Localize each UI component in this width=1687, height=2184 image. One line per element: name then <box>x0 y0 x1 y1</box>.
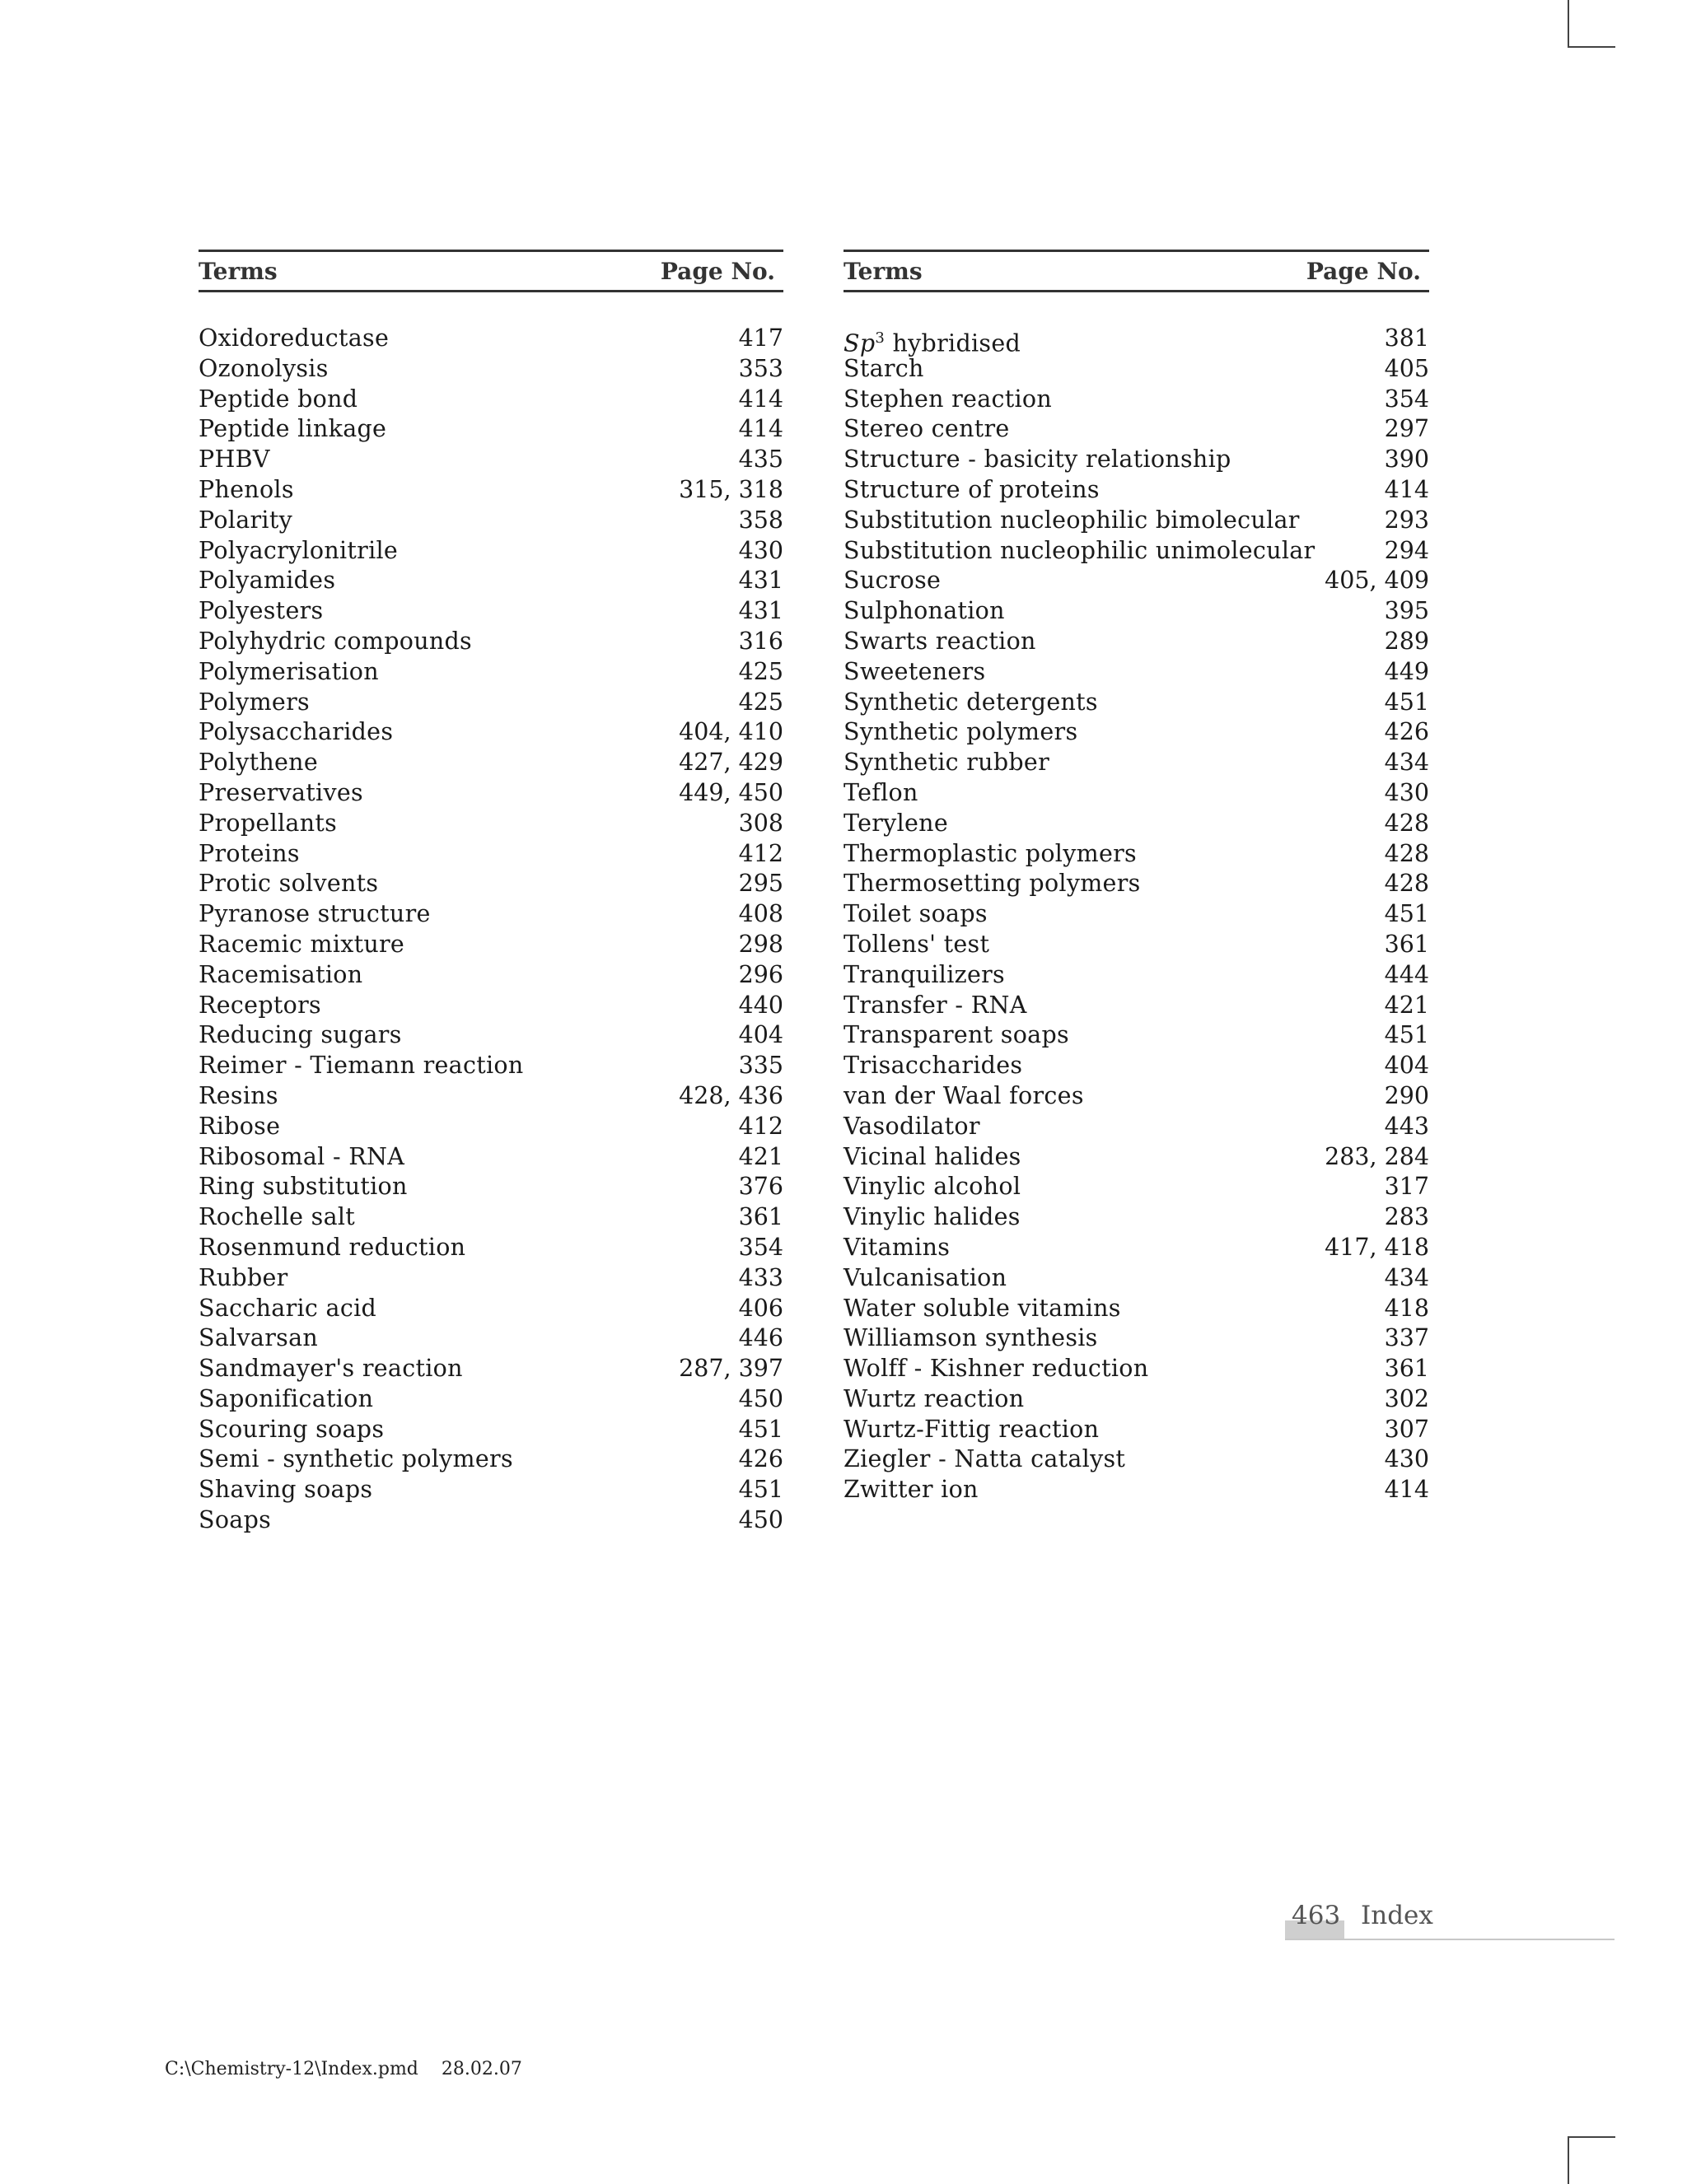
index-pages: 353 <box>738 354 783 382</box>
index-row <box>199 506 783 536</box>
index-row <box>199 1384 783 1415</box>
index-term: Racemic mixture <box>199 930 405 958</box>
index-term: Soaps <box>199 1506 272 1534</box>
crop-mark-bottom <box>1568 2136 1615 2184</box>
index-rows <box>199 324 783 1536</box>
index-term: Vinylic alcohol <box>844 1173 1021 1201</box>
index-row <box>199 1112 783 1142</box>
index-pages: 290 <box>1384 1081 1429 1109</box>
index-pages: 390 <box>1384 446 1429 474</box>
index-term: Tollens' test <box>844 930 990 958</box>
header-terms: Terms <box>199 257 278 285</box>
index-term: Polyesters <box>199 597 324 625</box>
index-term: Sweeteners <box>844 657 986 685</box>
index-row <box>199 414 783 445</box>
index-row <box>844 1172 1429 1202</box>
index-row <box>844 869 1429 899</box>
index-row <box>199 717 783 748</box>
page-footer <box>1285 1901 1615 1940</box>
index-pages: 435 <box>738 446 783 474</box>
index-pages: 414 <box>1384 475 1429 503</box>
index-pages: 425 <box>738 657 783 685</box>
index-row <box>844 778 1429 809</box>
index-pages: 425 <box>738 688 783 716</box>
index-term: Polarity <box>199 506 292 534</box>
index-term: Vicinal halides <box>844 1142 1021 1170</box>
index-term: Resins <box>199 1081 278 1109</box>
index-term: Ribose <box>199 1112 281 1140</box>
term-suffix: hybridised <box>885 329 1021 357</box>
index-row <box>844 657 1429 688</box>
index-row <box>844 748 1429 778</box>
index-term: Toilet soaps <box>844 900 988 928</box>
index-term: Protic solvents <box>199 870 379 898</box>
index-term: Substitution nucleophilic unimolecular <box>844 536 1315 564</box>
index-pages: 405 <box>1384 354 1429 382</box>
index-pages: 307 <box>1384 1415 1429 1443</box>
index-row <box>199 1415 783 1445</box>
index-term: van der Waal forces <box>844 1081 1084 1109</box>
index-row <box>844 1081 1429 1112</box>
index-term: Thermoplastic polymers <box>844 839 1137 867</box>
index-pages: 414 <box>738 415 783 443</box>
index-row <box>199 960 783 991</box>
index-term: Rosenmund reduction <box>199 1233 466 1261</box>
index-term: Vitamins <box>844 1233 951 1261</box>
index-pages: 406 <box>738 1294 783 1322</box>
header-terms: Terms <box>844 257 923 285</box>
index-pages: 433 <box>738 1263 783 1291</box>
index-term: Sucrose <box>844 567 942 595</box>
index-pages: 426 <box>738 1445 783 1473</box>
index-pages: 337 <box>1384 1324 1429 1352</box>
index-row <box>199 839 783 870</box>
index-pages: 296 <box>738 960 783 988</box>
index-pages: 451 <box>738 1415 783 1443</box>
index-row <box>199 475 783 506</box>
index-row <box>199 899 783 930</box>
crop-mark-top <box>1568 0 1615 48</box>
index-pages: 421 <box>1384 991 1429 1019</box>
index-pages: 354 <box>1384 385 1429 413</box>
index-pages: 428 <box>1384 809 1429 837</box>
index-row <box>844 566 1429 596</box>
index-term: Vinylic halides <box>844 1203 1021 1231</box>
index-row <box>844 809 1429 839</box>
index-term: Reducing sugars <box>199 1021 402 1049</box>
index-row <box>199 1323 783 1354</box>
index-row <box>844 839 1429 870</box>
index-row <box>199 778 783 809</box>
index-term: Tranquilizers <box>844 960 1005 988</box>
index-row <box>844 1475 1429 1505</box>
index-pages: 451 <box>1384 1021 1429 1049</box>
index-pages: 414 <box>1384 1476 1429 1504</box>
index-row <box>199 596 783 627</box>
index-row <box>844 445 1429 475</box>
index-pages: 358 <box>738 506 783 534</box>
index-row <box>199 1444 783 1475</box>
index-pages: 316 <box>738 627 783 655</box>
index-pages: 426 <box>1384 718 1429 746</box>
index-pages: 361 <box>1384 930 1429 958</box>
index-pages: 354 <box>738 1233 783 1261</box>
index-term: Reimer - Tiemann reaction <box>199 1052 524 1080</box>
index-row <box>844 1142 1429 1173</box>
index-pages: 405, 409 <box>1325 567 1429 595</box>
table-header <box>844 250 1429 292</box>
index-pages: 293 <box>1384 506 1429 534</box>
index-term: Peptide linkage <box>199 415 387 443</box>
index-row <box>199 324 783 354</box>
index-row <box>844 1294 1429 1324</box>
index-row <box>199 1294 783 1324</box>
index-row <box>844 385 1429 415</box>
index-term: Phenols <box>199 475 294 503</box>
index-term: Polysaccharides <box>199 718 394 746</box>
index-row <box>199 445 783 475</box>
index-term: Scouring soaps <box>199 1415 385 1443</box>
index-row <box>199 991 783 1021</box>
index-row <box>844 688 1429 718</box>
index-term: Polyamides <box>199 567 336 595</box>
index-pages: 302 <box>1384 1384 1429 1412</box>
index-pages: 430 <box>738 536 783 564</box>
index-row <box>844 414 1429 445</box>
index-pages: 450 <box>738 1506 783 1534</box>
index-pages: 361 <box>1384 1355 1429 1383</box>
index-row <box>844 991 1429 1021</box>
index-pages: 412 <box>738 1112 783 1140</box>
index-pages: 395 <box>1384 597 1429 625</box>
index-term: Rubber <box>199 1263 288 1291</box>
index-term: Synthetic polymers <box>844 718 1078 746</box>
index-row <box>844 324 1429 357</box>
index-term: Propellants <box>199 809 338 837</box>
index-pages: 451 <box>738 1476 783 1504</box>
index-term: Proteins <box>199 839 300 867</box>
index-term: Transfer - RNA <box>844 991 1027 1019</box>
index-term: Polymerisation <box>199 657 379 685</box>
index-term: Rochelle salt <box>199 1203 356 1231</box>
index-term: Semi - synthetic polymers <box>199 1445 513 1473</box>
index-row <box>844 1323 1429 1354</box>
index-term: Saccharic acid <box>199 1294 377 1322</box>
index-term: Ring substitution <box>199 1173 408 1201</box>
index-row <box>844 1354 1429 1384</box>
section-label: Index <box>1361 1901 1433 1930</box>
index-row <box>844 627 1429 657</box>
header-page-no: Page No. <box>1306 257 1421 285</box>
index-term: Preservatives <box>199 778 363 806</box>
index-pages: 414 <box>738 385 783 413</box>
index-pages: 428 <box>1384 839 1429 867</box>
index-pages: 361 <box>738 1203 783 1231</box>
index-row <box>844 536 1429 567</box>
index-row <box>199 1202 783 1233</box>
index-term: Ozonolysis <box>199 354 329 382</box>
page-number: 463 <box>1292 1901 1341 1930</box>
index-row <box>844 1020 1429 1051</box>
index-row <box>844 1112 1429 1142</box>
index-row <box>199 536 783 567</box>
index-pages: 294 <box>1384 536 1429 564</box>
index-row <box>199 748 783 778</box>
index-row <box>199 657 783 688</box>
index-row <box>844 475 1429 506</box>
index-pages: 449 <box>1384 657 1429 685</box>
index-pages: 450 <box>738 1384 783 1412</box>
index-term: Oxidoreductase <box>199 324 390 352</box>
index-row <box>199 869 783 899</box>
index-term: Receptors <box>199 991 321 1019</box>
index-term: Pyranose structure <box>199 900 431 928</box>
index-pages: 295 <box>738 870 783 898</box>
index-pages: 443 <box>1384 1112 1429 1140</box>
index-pages: 417, 418 <box>1325 1233 1429 1261</box>
index-pages: 427, 429 <box>679 749 783 777</box>
index-term: Ribosomal - RNA <box>199 1142 405 1170</box>
index-term: Vasodilator <box>844 1112 980 1140</box>
index-table-right <box>844 250 1429 1505</box>
index-term: Zwitter ion <box>844 1476 979 1504</box>
index-pages: 404, 410 <box>679 718 783 746</box>
index-pages: 434 <box>1384 1263 1429 1291</box>
index-row <box>844 930 1429 960</box>
index-pages: 283 <box>1384 1203 1429 1231</box>
index-term: Polymers <box>199 688 310 716</box>
index-pages: 376 <box>738 1173 783 1201</box>
index-pages: 446 <box>738 1324 783 1352</box>
index-pages: 297 <box>1384 415 1429 443</box>
index-term: Wurtz-Fittig reaction <box>844 1415 1100 1443</box>
index-row <box>199 1142 783 1173</box>
file-info: C:\Chemistry-12\Index.pmd 28.02.07 <box>165 2059 522 2079</box>
index-row <box>199 385 783 415</box>
index-term: Salvarsan <box>199 1324 319 1352</box>
index-term: Wurtz reaction <box>844 1384 1025 1412</box>
index-pages: 431 <box>738 597 783 625</box>
index-pages: 430 <box>1384 778 1429 806</box>
index-term: Structure of proteins <box>844 475 1100 503</box>
index-pages: 412 <box>738 839 783 867</box>
index-pages: 298 <box>738 930 783 958</box>
index-pages: 404 <box>738 1021 783 1049</box>
index-term: Vulcanisation <box>844 1263 1007 1291</box>
index-term: Swarts reaction <box>844 627 1036 655</box>
index-pages: 289 <box>1384 627 1429 655</box>
index-row <box>844 1384 1429 1415</box>
index-pages: 408 <box>738 900 783 928</box>
index-row <box>199 354 783 385</box>
index-row <box>844 354 1429 385</box>
term-superscript: 3 <box>875 329 886 347</box>
index-term: Water soluble vitamins <box>844 1294 1121 1322</box>
index-row <box>844 1051 1429 1081</box>
index-pages: 315, 318 <box>679 475 783 503</box>
index-term: Saponification <box>199 1384 374 1412</box>
index-pages: 418 <box>1384 1294 1429 1322</box>
index-row <box>199 627 783 657</box>
index-row <box>199 1051 783 1081</box>
index-term: Stephen reaction <box>844 385 1053 413</box>
index-term: Williamson synthesis <box>844 1324 1098 1352</box>
index-row <box>199 1505 783 1536</box>
index-pages: 444 <box>1384 960 1429 988</box>
index-term: Substitution nucleophilic bimolecular <box>844 506 1300 534</box>
index-term: Ziegler - Natta catalyst <box>844 1445 1126 1473</box>
index-row <box>844 1415 1429 1445</box>
index-row <box>844 1263 1429 1294</box>
index-row <box>844 1444 1429 1475</box>
index-row <box>199 1354 783 1384</box>
index-term: Terylene <box>844 809 948 837</box>
index-pages: 335 <box>738 1052 783 1080</box>
index-row <box>844 717 1429 748</box>
index-term: Trisaccharides <box>844 1052 1023 1080</box>
index-row <box>844 1202 1429 1233</box>
footer-rule <box>1285 1939 1615 1940</box>
index-rows <box>844 324 1429 1505</box>
index-row <box>199 1263 783 1294</box>
index-term: Polyacrylonitrile <box>199 536 399 564</box>
index-pages: 451 <box>1384 900 1429 928</box>
index-row <box>844 596 1429 627</box>
index-pages: 317 <box>1384 1173 1429 1201</box>
index-pages: 417 <box>738 324 783 352</box>
index-pages: 421 <box>738 1142 783 1170</box>
index-row <box>199 1081 783 1112</box>
index-row <box>199 930 783 960</box>
index-row <box>199 566 783 596</box>
index-term: Shaving soaps <box>199 1476 373 1504</box>
index-row <box>199 1172 783 1202</box>
index-row <box>199 688 783 718</box>
index-pages: 451 <box>1384 688 1429 716</box>
index-pages: 283, 284 <box>1325 1142 1429 1170</box>
index-pages: 440 <box>738 991 783 1019</box>
index-term: Stereo centre <box>844 415 1010 443</box>
index-pages: 381 <box>1384 324 1429 352</box>
table-header <box>199 250 783 292</box>
index-term: PHBV <box>199 446 270 474</box>
index-pages: 404 <box>1384 1052 1429 1080</box>
index-row <box>844 899 1429 930</box>
index-term: Sandmayer's reaction <box>199 1355 463 1383</box>
index-table-left <box>199 250 783 1536</box>
index-pages: 430 <box>1384 1445 1429 1473</box>
index-term: Wolff - Kishner reduction <box>844 1355 1149 1383</box>
index-pages: 431 <box>738 567 783 595</box>
term-italic-prefix: Sp <box>844 329 876 357</box>
index-row <box>844 506 1429 536</box>
index-row <box>199 1475 783 1505</box>
index-term: Synthetic detergents <box>844 688 1098 716</box>
index-term: Sulphonation <box>844 597 1005 625</box>
index-row <box>844 1233 1429 1263</box>
index-term <box>844 324 1021 357</box>
index-term: Racemisation <box>199 960 363 988</box>
index-term: Peptide bond <box>199 385 358 413</box>
index-pages: 287, 397 <box>679 1355 783 1383</box>
index-term: Synthetic rubber <box>844 749 1049 777</box>
index-term: Transparent soaps <box>844 1021 1069 1049</box>
index-pages: 428, 436 <box>679 1081 783 1109</box>
index-row <box>844 960 1429 991</box>
index-pages: 308 <box>738 809 783 837</box>
index-pages: 449, 450 <box>679 778 783 806</box>
header-page-no: Page No. <box>660 257 775 285</box>
index-term: Thermosetting polymers <box>844 870 1141 898</box>
index-term: Polythene <box>199 749 318 777</box>
index-row <box>199 1233 783 1263</box>
index-pages: 434 <box>1384 749 1429 777</box>
index-term: Polyhydric compounds <box>199 627 472 655</box>
index-term: Structure - basicity relationship <box>844 446 1231 474</box>
index-pages: 428 <box>1384 870 1429 898</box>
index-term: Starch <box>844 354 924 382</box>
index-row <box>199 1020 783 1051</box>
index-term: Teflon <box>844 778 918 806</box>
index-row <box>199 809 783 839</box>
